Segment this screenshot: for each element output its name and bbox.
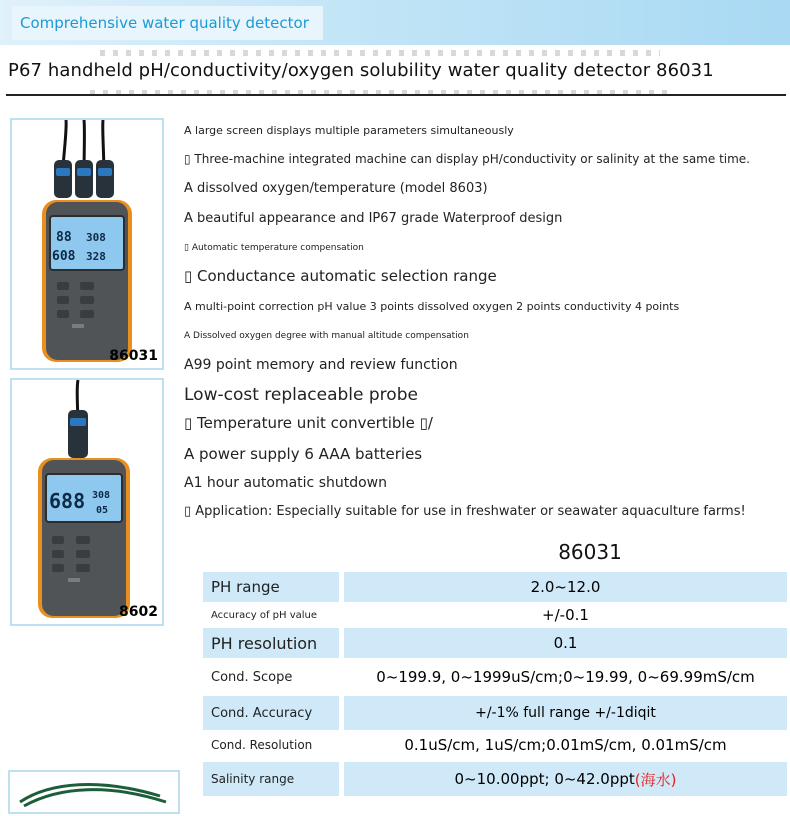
feature-item: A1 hour automatic shutdown — [184, 475, 388, 491]
spec-label: Salinity range — [203, 762, 339, 796]
page-title: P67 handheld pH/conductivity/oxygen solubility water quality detector 86031 — [8, 60, 714, 81]
spec-label: PH range — [203, 572, 339, 602]
product-photo-8602 — [10, 378, 164, 626]
feature-item: A99 point memory and review function — [184, 357, 458, 373]
lcd-main-reading: 688 — [49, 489, 86, 513]
lcd-temp-reading: 308 — [92, 490, 111, 501]
feature-item: A dissolved oxygen/temperature (model 8603) — [184, 181, 488, 196]
feature-item: A power supply 6 AAA batteries — [184, 445, 423, 463]
spec-label: Cond. Accuracy — [203, 696, 339, 730]
spec-label: PH resolution — [203, 628, 339, 658]
feature-item: Low-cost replaceable probe — [184, 385, 418, 405]
spec-label: Accuracy of pH value — [211, 609, 318, 621]
spec-row — [203, 732, 787, 758]
spec-value: +/-1% full range +/-1diqit — [344, 696, 787, 730]
feature-item: A Dissolved oxygen degree with manual altitude compensation — [184, 331, 469, 341]
feature-item: A large screen displays multiple parameters simultaneously — [184, 124, 514, 137]
spec-value-cell — [344, 762, 787, 796]
spec-row — [203, 762, 787, 796]
lcd-sub-reading: 05 — [96, 505, 109, 516]
spec-value: 2.0~12.0 — [344, 572, 787, 602]
model-label: 86031 — [109, 348, 158, 364]
title-divider — [6, 94, 786, 96]
spec-value: 0~10.00ppt; 0~42.0ppt — [454, 770, 635, 788]
banner-label: Comprehensive water quality detector — [12, 6, 323, 40]
lcd-reading-4: 328 — [86, 250, 106, 263]
lcd-reading-2: 308 — [86, 231, 106, 244]
spec-value: 0.1uS/cm, 1uS/cm;0.01mS/cm, 0.01mS/cm — [404, 736, 727, 754]
spec-value-note: (海水) — [634, 770, 677, 789]
spec-value: +/-0.1 — [542, 606, 589, 624]
feature-item: ▯ Temperature unit convertible ▯/ — [184, 414, 433, 432]
model-label: 8602 — [119, 604, 158, 620]
lcd-reading-3: 608 — [52, 249, 76, 264]
ghost-text-top — [100, 50, 660, 56]
lcd-reading-1: 88 — [56, 230, 72, 245]
product-photo-86031 — [10, 118, 164, 370]
spec-value: 0.1 — [344, 628, 787, 658]
spec-row — [203, 696, 787, 730]
feature-item: A multi-point correction pH value 3 points dissolved oxygen 2 points conductivity 4 points — [184, 300, 680, 313]
meter-86031-image — [12, 120, 162, 368]
spec-row — [203, 604, 787, 626]
feature-item: ▯ Three-machine integrated machine can display pH/conductivity or salinity at the same time. — [184, 152, 750, 166]
feature-item: ▯ Application: Especially suitable for use in freshwater or seawater aquaculture farms! — [184, 504, 746, 519]
spec-model-header: 86031 — [558, 540, 622, 564]
feature-item: ▯ Automatic temperature compensation — [184, 243, 364, 253]
meter-8602-image — [12, 380, 162, 624]
header-banner — [0, 0, 790, 45]
product-photo-probe — [8, 770, 180, 814]
spec-label: Cond. Scope — [211, 669, 293, 685]
spec-row — [203, 572, 787, 602]
spec-value: 0~199.9, 0~1999uS/cm;0~19.99, 0~69.99mS/cm — [376, 668, 755, 686]
feature-item: ▯ Conductance automatic selection range — [184, 267, 497, 285]
spec-label: Cond. Resolution — [211, 738, 313, 752]
probe-cable-image — [10, 772, 178, 812]
spec-row — [203, 628, 787, 658]
feature-item: A beautiful appearance and IP67 grade Waterproof design — [184, 211, 563, 226]
spec-row — [203, 662, 787, 692]
